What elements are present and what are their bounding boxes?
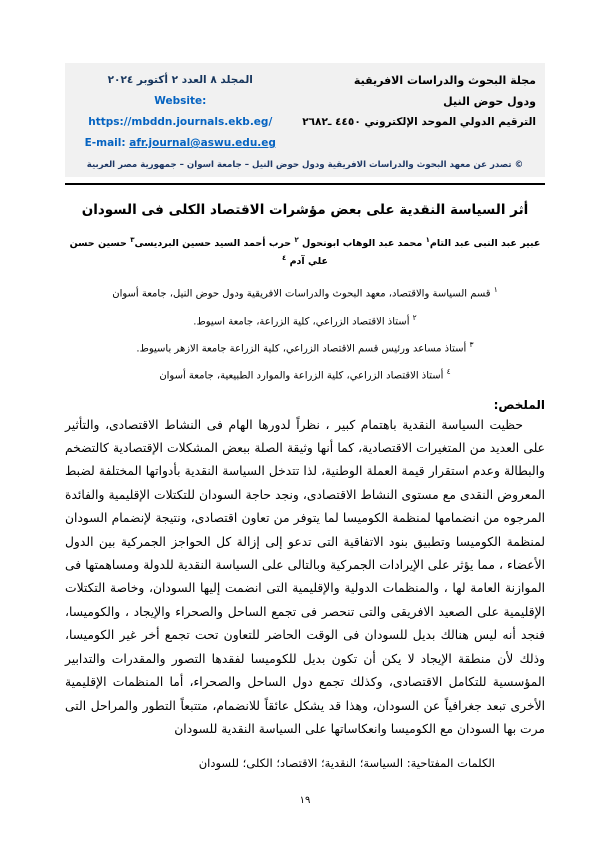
email-link[interactable]: afr.journal@aswu.edu.eg: [129, 137, 276, 149]
affiliation-number: ٣: [469, 339, 474, 349]
affiliation-number: ١: [493, 285, 498, 295]
article-title: أثر السياسة النقدية على بعض مؤشرات الاقتصاد الكلى فى السودان: [81, 202, 529, 218]
affiliation-item: [65, 333, 545, 360]
volume-issue-line: المجلد ٨ العدد ٢ أكتوبر ٢٠٢٤: [107, 74, 253, 86]
journal-issue-column: [74, 70, 287, 154]
author-name: عبير عبد النبى عبد التام: [429, 238, 541, 250]
journal-identity-column: [287, 70, 536, 154]
email-line: [74, 133, 287, 154]
author-name: محمد عبد الوهاب ابونحول: [302, 238, 423, 250]
keywords-line: الكلمات المفتاحية: السياسة؛ النقدية؛ الاقتصاد؛ الكلى؛ للسودان: [198, 756, 495, 771]
header-divider-rule: [65, 183, 545, 185]
authors-line: [65, 233, 545, 269]
website-line: [74, 91, 287, 133]
publisher-imprint: © تصدر عن معهد البحوث والدراسات الافريقية ودول حوض النيل – جامعة اسوان – جمهورية مصر العربية: [86, 160, 524, 170]
affiliation-text: أستاذ مساعد ورئيس قسم الاقتصاد الزراعي، كلية الزراعة جامعة الازهر باسيوط.: [136, 343, 467, 355]
website-link[interactable]: https://mbddn.journals.ekb.eg/: [88, 116, 273, 128]
abstract-paragraph: حظيت السياسة النقدية باهتمام كبير ، نظراً لدورها الهام فى النشاط الاقتصادى، والتأثير على العديد من المتغيرات الاقتصادية، كما أنها وثيقة الصلة ببعض المشكلات الإقتصادية كالتضخم والبطالة وعدم استقرار قيمة العملة الوطنية، لذا تتدخل السياسة النقدية بأدواتها المختلفة لضبط المعروض النقدى مع مستوى النشاط الاقتصادى، ونجد حاجة السودان للتكتلات الإقليمية والفائدة المرجوه من انضمامها لمنظمة الكوميسا لما يتوفر من تعاون اقتصادى، ونتيجة لإنضمام السودان لمنظمة الكوميسا وتطبيق بنود الاتفاقية التى تدعو إلى إزالة كل الحواجز الجمركية بين الدول الأعضاء ، مما يؤثر على الإيرادات الجمركية وبالتالى على السياسة النقدية للدولة ومساهمتها فى الموازنة العامة لها ، والمنظمات الدولية والإقليمية التى انضمت إليها السودان، وخاصة التكتلات الإقليمية على الصعيد الافريقى والتى تنحصر فى تجمع الساحل والصحراء والإيجاد ، والكوميسا، فنجد أنه ليس هنالك بديل للسودان فى الوقت الحاضر للتعاون تحت تجمع أخر غير الكوميسا، وذلك لأن منطقة الإيجاد لا يكن أن تكون بديل للكوميسا لفقدها التصور والمقدرات والتدابير المؤسسية للتكامل الاقتصادى، وكذلك تجمع دول الساحل والصحراء، أما المنظمات الإقليمية الأخرى تبعد جغرافياً عن السودان، وهذا قد يشكل عائقاً للانضمام، متتبعاً التطور والمراحل التى مرت بها السودان مع الكوميسا وانعكاساتها على السياسة النقدية للسودان: [65, 417, 545, 736]
affiliation-text: أستاذ الاقتصاد الزراعي، كلية الزراعة والموارد الطبيعية، جامعة أسوان: [159, 370, 444, 382]
journal-header-columns: [74, 70, 536, 154]
author-affiliation-mark: ٣: [130, 236, 135, 244]
affiliation-number: ٤: [446, 367, 451, 377]
journal-article-page: [0, 63, 610, 851]
author-name: حرب أحمد السيد حسين البرديسى: [134, 238, 292, 250]
author-affiliation-mark: ٢: [294, 236, 299, 244]
abstract-heading: الملخص:: [493, 397, 545, 412]
author-affiliation-mark: ٤: [282, 254, 287, 263]
journal-issn-line: الترقيم الدولي الموحد الإلكتروني ٤٤٥٠ ـ٢٦٨٢: [302, 116, 536, 128]
affiliation-item: [65, 306, 545, 333]
author-affiliation-mark: ١: [425, 236, 430, 244]
affiliation-item: [65, 360, 545, 387]
journal-title-line1: مجلة البحوث والدراسات الافريقية: [353, 74, 536, 87]
affiliation-text: قسم السياسة والاقتصاد، معهد البحوث والدراسات الافريقية ودول حوض النيل، جامعة أسوان: [112, 288, 491, 300]
affiliations-list: [65, 278, 545, 387]
author-name: حسين حسن علي آدم: [69, 238, 328, 268]
affiliation-text: أستاذ الاقتصاد الزراعي، كلية الزراعة، جامعة اسيوط.: [193, 315, 410, 327]
page-number: ١٩: [299, 795, 311, 806]
affiliation-number: ٢: [412, 312, 417, 322]
journal-title-line2: ودول حوض النيل: [443, 95, 536, 108]
website-label: Website:: [154, 95, 207, 107]
email-label: E-mail:: [84, 137, 126, 149]
journal-header: [65, 63, 545, 177]
affiliation-item: [65, 278, 545, 305]
